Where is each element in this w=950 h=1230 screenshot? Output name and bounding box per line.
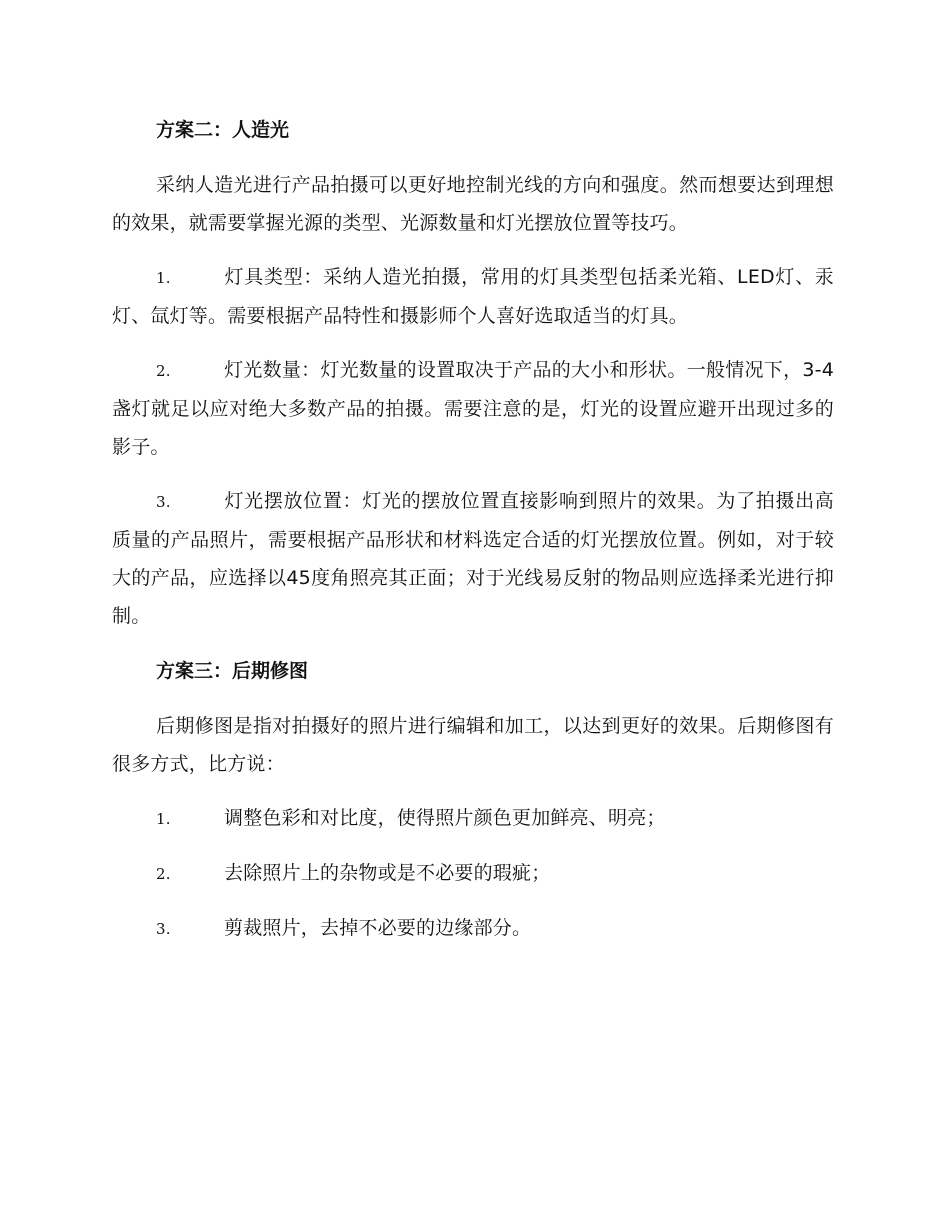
section3-list-item-2 [112,854,834,893]
section3-intro: 后期修图是指对拍摄好的照片进行编辑和加工，以达到更好的效果。后期修图有很多方式，比方说： [112,715,834,775]
list-number: 1. [156,810,171,828]
section2-list-item-3 [112,482,834,635]
list-number: 3. [156,493,171,511]
section3-heading: 方案三：后期修图 [156,660,309,682]
section2-list-item-1 [112,258,834,335]
list-text: 灯具类型：采纳人造光拍摄，常用的灯具类型包括柔光箱、LED灯、汞灯、氙灯等。需要根据产品特性和摄影师个人喜好选取适当的灯具。 [112,266,834,327]
list-number: 1. [156,269,171,287]
section3-list-item-1 [112,799,834,838]
document-body [112,108,834,948]
section2-heading: 方案二：人造光 [156,119,290,141]
list-text: 剪裁照片，去掉不必要的边缘部分。 [224,917,532,939]
section2-list-item-2 [112,351,834,466]
section2-intro: 采纳人造光进行产品拍摄可以更好地控制光线的方向和强度。然而想要达到理想的效果，就需要掌握光源的类型、光源数量和灯光摆放位置等技巧。 [112,174,834,234]
list-text: 灯光数量：灯光数量的设置取决于产品的大小和形状。一般情况下，3-4盏灯就足以应对绝大多数产品的拍摄。需要注意的是，灯光的设置应避开出现过多的影子。 [112,359,834,458]
list-number: 2. [156,865,171,883]
list-number: 2. [156,362,171,380]
list-text: 去除照片上的杂物或是不必要的瑕疵； [224,862,551,884]
list-text: 调整色彩和对比度，使得照片颜色更加鲜亮、明亮； [224,807,666,829]
list-text: 灯光摆放位置：灯光的摆放位置直接影响到照片的效果。为了拍摄出高质量的产品照片，需要根据产品形状和材料选定合适的灯光摆放位置。例如，对于较大的产品，应选择以45度角照亮其正面；对于光线易反射的物品则应选择柔光进行抑制。 [112,490,834,627]
section3-list-item-3 [112,909,834,948]
list-number: 3. [156,920,171,938]
